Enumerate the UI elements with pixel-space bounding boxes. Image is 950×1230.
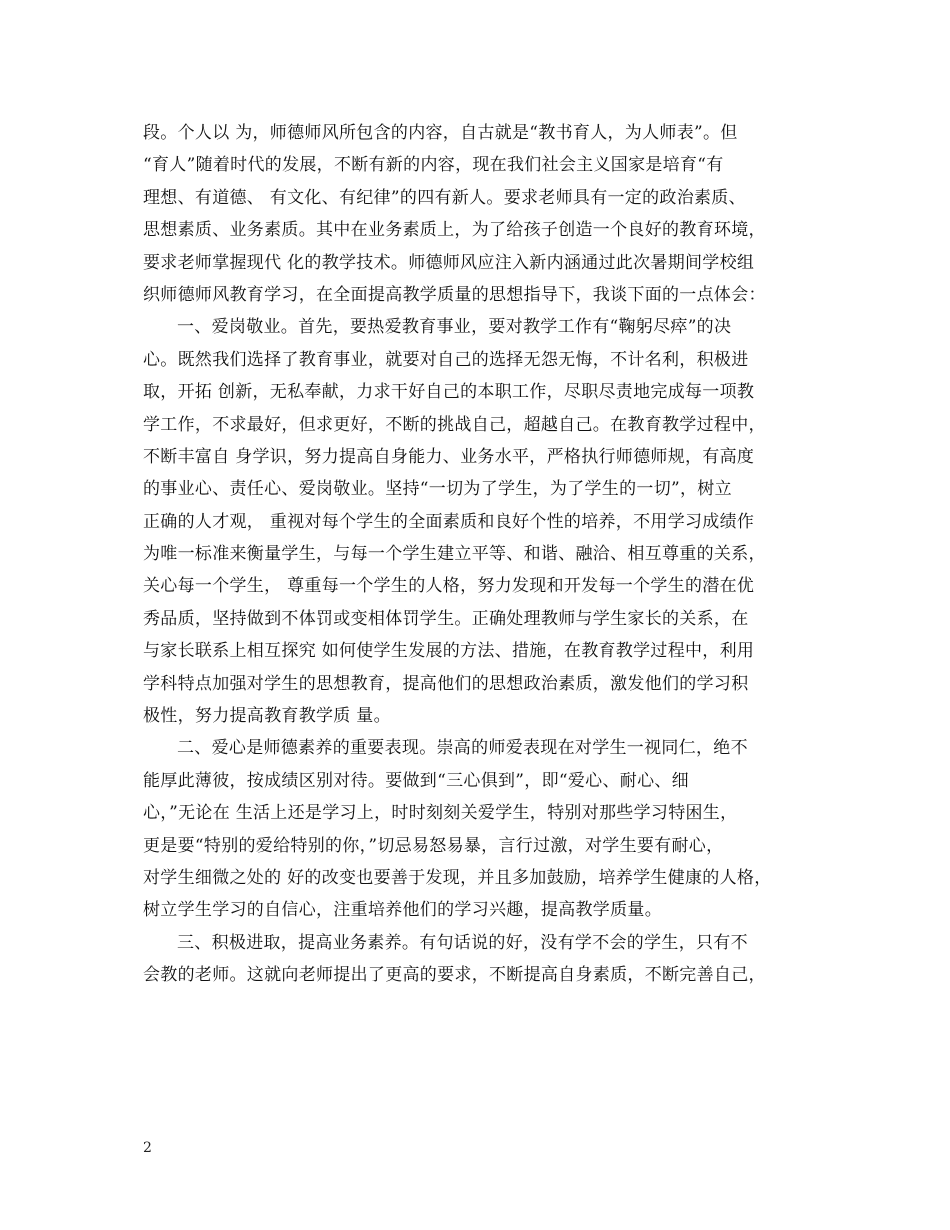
text-line: 二、爱心是师德素养的重要表现。崇高的师爱表现在对学生一视同仁，绝不 [177,738,748,759]
text-line: “育人”随着时代的发展，不断有新的内容，现在我们社会主义国家是培育“有 [143,155,724,176]
text-line: 学工作，不求最好，但求更好，不断的挑战自己，超越自己。在教育教学过程中， [143,414,766,435]
text-line: 为唯一标准来衡量学生，与每一个学生建立平等、和谐、融洽、相互尊重的关系， [143,544,766,565]
text-line: 能厚此薄彼，按成绩区别对待。要做到“三心俱到”，即“爱心、耐心、细 [143,770,689,791]
text-line: 秀品质，坚持做到不体罚或变相体罚学生。正确处理教师与学生家长的关系，在 [143,608,749,629]
text-line: 关心每一个学生， 尊重每一个学生的人格，努力发现和开发每一个学生的潜在优 [143,576,755,597]
text-line: 三、积极进取，提高业务素养。有句话说的好，没有学不会的学生，只有不 [177,932,748,953]
text-line: 的事业心、责任心、爱岗敬业。坚持“一切为了学生，为了学生的一切”，树立 [143,479,732,500]
text-line: 不断丰富自 身学识，努力提高自身能力、业务水平，严格执行师德师规，有高度 [143,446,755,467]
text-line: 会教的老师。这就向老师提出了更高的要求，不断提高自身素质，不断完善自己， [143,965,766,986]
text-line: 正确的人才观， 重视对每个学生的全面素质和良好个性的培养，不用学习成绩作 [143,511,755,532]
page-number: 2 [143,1140,152,1156]
text-line: 极性，努力提高教育教学质 量。 [143,706,391,727]
text-line: 与家长联系上相互探究 如何使学生发展的方法、措施，在教育教学过程中，利用 [143,641,755,662]
text-line: 思想素质、业务素质。其中在业务素质上，为了给孩子创造一个良好的教育环境， [143,220,766,241]
text-line: 学科特点加强对学生的思想教育，提高他们的思想政治素质，激发他们的学习积 [143,673,749,694]
body-text [143,117,833,992]
text-line: 取，开拓 创新，无私奉献，力求干好自己的本职工作，尽职尽责地完成每一项教 [143,382,755,403]
text-line: 心。既然我们选择了教育事业，就要对自己的选择无怨无悔，不计名利，积极进 [143,349,749,370]
text-line: 树立学生学习的自信心，注重培养他们的学习兴趣，提高教学质量。 [143,900,662,921]
text-line: 织师德师风教育学习，在全面提高教学质量的思想指导下，我谈下面的一点体会： [143,284,766,305]
text-line: 对学生细微之处的 好的改变也要善于发现，并且多加鼓励，培养学生健康的人格， [143,867,772,888]
text-line: 更是要“特别的爱给特别的你，”切忌易怒易暴，言行过激，对学生要有耐心， [143,835,724,856]
text-line: 一、爱岗敬业。首先，要热爱教育事业，要对教学工作有“鞠躬尽瘁”的决 [177,317,732,338]
text-line: 要求老师掌握现代 化的教学技术。师德师风应注入新内涵通过此次暑期间学校组 [143,252,755,273]
text-line: 段。个人以 为，师德师风所包含的内容，自古就是“教书育人，为人师表”。但 [143,123,738,143]
text-line: 心，”无论在 生活上还是学习上，时时刻刻关爱学生，特别对那些学习特困生， [143,803,738,824]
text-line: 理想、有道德、 有文化、有纪律”的四有新人。要求老师具有一定的政治素质、 [143,187,746,208]
